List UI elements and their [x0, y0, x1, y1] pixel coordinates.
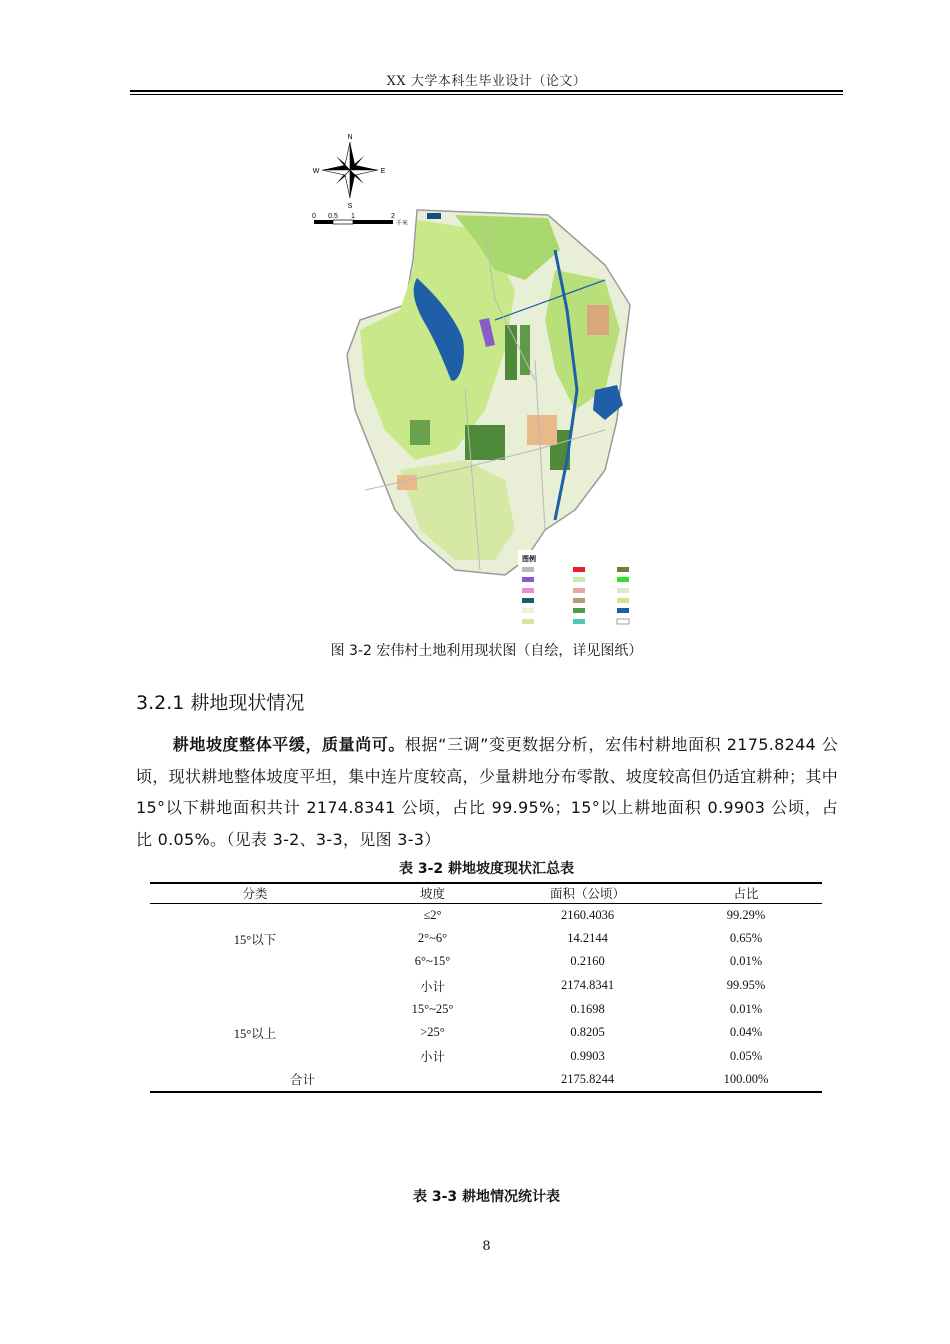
cell-ratio: 0.65%: [729, 930, 763, 945]
page-header: XX 大学本科生毕业设计（论文）: [386, 74, 587, 89]
forest-patch-3: [465, 425, 505, 460]
scale-tick-1: 0.5: [328, 213, 338, 220]
paragraph-body: 根据“三调”变更数据分析，宏伟村耕地面积 2175.8244 公顷，现状耕地整体坡度平坦，集中连片度较高，少量耕地分布零散、坡度较高但仍适宜耕种；其中 15°以下耕地面积共计 2174.8341 公顷，占比 99.95%；15°以上耕地面积 0.9903 公顷，占比 0.05%。（见表 3-2、3-3，见图 3-3）: [136, 735, 838, 849]
cell-slope: 15°~25°: [411, 1001, 454, 1016]
page-number: 8: [482, 1239, 491, 1254]
cell-area: 0.9903: [570, 1048, 605, 1063]
forest-patch-1: [505, 325, 517, 380]
total-ratio: 100.00%: [670, 1068, 822, 1092]
land-use-map: [305, 130, 695, 635]
cell-ratio: 0.05%: [729, 1048, 763, 1063]
land-use-map-figure: [305, 130, 695, 635]
cell-ratio: 0.04%: [729, 1025, 763, 1040]
settlement-center: [527, 415, 557, 445]
cell-ratio: 0.01%: [729, 954, 763, 969]
col-header-slope: 坡度: [360, 883, 505, 903]
lead-sentence: 耕地坡度整体平缓，质量尚可。: [172, 735, 405, 754]
forest-patch-4: [410, 420, 430, 445]
group-label-above-15: 15°以上: [233, 1026, 277, 1041]
cell-slope: 小计: [419, 979, 445, 994]
cell-empty: [150, 974, 360, 998]
cell-area: 2174.8341: [560, 978, 615, 993]
north-arrow-icon: [313, 134, 386, 210]
col-header-area: 面积（公顷）: [505, 883, 670, 903]
header-rule-thick: [130, 90, 843, 92]
cell-slope: >25°: [420, 1025, 445, 1040]
compass-e: E: [380, 168, 386, 175]
table-row: [150, 974, 822, 998]
scale-unit: 千米: [396, 221, 409, 227]
total-area: 2175.8244: [505, 1068, 670, 1092]
map-legend: [518, 550, 668, 630]
legend-title: 图例: [522, 555, 536, 563]
body-paragraph: [136, 729, 838, 855]
figure-caption: 图 3-2 宏伟村土地利用现状图（自绘，详见图纸）: [330, 643, 643, 659]
cell-slope: 6°~15°: [414, 954, 451, 969]
pond-north: [427, 213, 441, 219]
scale-tick-2: 1: [351, 213, 355, 220]
table-row: [150, 997, 822, 1021]
col-header-category: 分类: [150, 883, 360, 903]
table-3-2-caption: 表 3-2 耕地坡度现状汇总表: [398, 861, 575, 877]
table-header-row: [150, 883, 822, 903]
cell-area: 2160.4036: [560, 907, 615, 922]
table-total-row: [150, 1068, 822, 1092]
scale-tick-0: 0: [312, 213, 316, 220]
table-3-3-caption: 表 3-3 耕地情况统计表: [412, 1189, 561, 1205]
section-title: 3.2.1 耕地现状情况: [136, 692, 305, 714]
total-label: 合计: [150, 1068, 505, 1092]
group-label-below-15: 15°以下: [233, 932, 277, 947]
cell-area: 0.8205: [570, 1025, 605, 1040]
scale-tick-3: 2: [391, 213, 395, 220]
settlement-ne: [587, 305, 609, 335]
scale-bar: [312, 213, 408, 227]
cell-area: 14.2144: [567, 930, 608, 945]
cell-area: 0.2160: [570, 954, 605, 969]
cell-slope: ≤2°: [423, 907, 442, 922]
slope-summary-table: [150, 882, 822, 1093]
cell-ratio: 99.95%: [726, 978, 766, 993]
cell-slope: 2°~6°: [417, 930, 448, 945]
compass-n: N: [347, 134, 353, 141]
header-rule-thin: [130, 94, 843, 95]
cell-area: 0.1698: [570, 1001, 605, 1016]
compass-w: W: [312, 168, 320, 175]
compass-s: S: [347, 203, 353, 210]
col-header-ratio: 占比: [670, 883, 822, 903]
cell-ratio: 0.01%: [729, 1001, 763, 1016]
cell-slope: 小计: [419, 1050, 445, 1065]
table-row: [150, 903, 822, 927]
cell-ratio: 99.29%: [726, 907, 766, 922]
